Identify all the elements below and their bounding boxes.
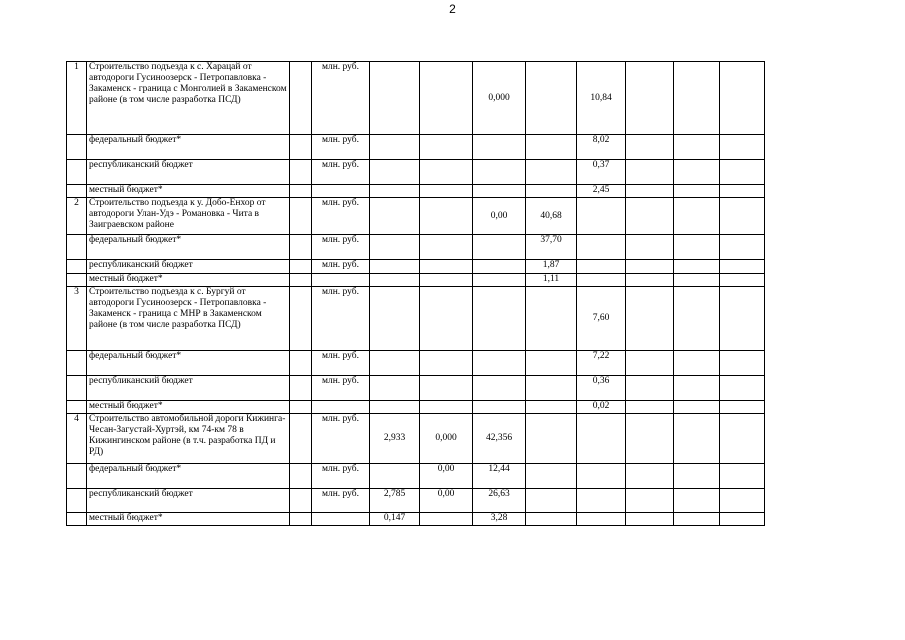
- budget-source-name: местный бюджет*: [87, 274, 290, 287]
- value-cell: 0,02: [577, 401, 626, 414]
- value-cell: 0,147: [370, 513, 420, 526]
- value-cell: 42,356: [473, 414, 526, 464]
- value-cell: [720, 260, 765, 274]
- budget-source-name: федеральный бюджет*: [87, 464, 290, 489]
- value-cell: [420, 62, 473, 135]
- value-cell: [674, 414, 720, 464]
- table-row-subitem: [67, 135, 765, 160]
- value-cell: [720, 351, 765, 376]
- value-cell: [674, 62, 720, 135]
- value-cell: [526, 414, 577, 464]
- value-cell: [526, 376, 577, 401]
- value-cell: [370, 351, 420, 376]
- budget-source-name: местный бюджет*: [87, 513, 290, 526]
- value-cell: [626, 464, 674, 489]
- value-cell: [370, 274, 420, 287]
- value-cell: [473, 235, 526, 260]
- row-number: [67, 376, 87, 401]
- value-cell: [370, 198, 420, 235]
- value-cell: 26,63: [473, 489, 526, 513]
- unit-cell: млн. руб.: [312, 376, 370, 401]
- value-cell: [526, 185, 577, 198]
- row-number: [67, 274, 87, 287]
- value-cell: [720, 235, 765, 260]
- budget-source-name: республиканский бюджет: [87, 160, 290, 185]
- table-row-subitem: [67, 351, 765, 376]
- blank-cell: [290, 513, 312, 526]
- value-cell: 0,00: [420, 489, 473, 513]
- row-number: [67, 489, 87, 513]
- value-cell: [626, 274, 674, 287]
- value-cell: [420, 260, 473, 274]
- budget-table: [66, 61, 765, 526]
- unit-cell: млн. руб.: [312, 260, 370, 274]
- budget-source-name: федеральный бюджет*: [87, 235, 290, 260]
- unit-cell: млн. руб.: [312, 135, 370, 160]
- row-number: [67, 235, 87, 260]
- row-number: [67, 185, 87, 198]
- blank-cell: [290, 260, 312, 274]
- value-cell: [370, 376, 420, 401]
- unit-cell: [312, 274, 370, 287]
- unit-cell: [312, 401, 370, 414]
- value-cell: [577, 489, 626, 513]
- value-cell: [420, 376, 473, 401]
- budget-source-name: республиканский бюджет: [87, 376, 290, 401]
- value-cell: [473, 185, 526, 198]
- value-cell: 2,45: [577, 185, 626, 198]
- table-row-subitem: [67, 260, 765, 274]
- value-cell: [370, 287, 420, 351]
- value-cell: [626, 160, 674, 185]
- unit-cell: млн. руб.: [312, 160, 370, 185]
- blank-cell: [290, 235, 312, 260]
- row-number: [67, 160, 87, 185]
- unit-cell: млн. руб.: [312, 489, 370, 513]
- value-cell: [674, 185, 720, 198]
- value-cell: [420, 198, 473, 235]
- table-row-subitem: [67, 401, 765, 414]
- table-row-subitem: [67, 235, 765, 260]
- blank-cell: [290, 62, 312, 135]
- value-cell: [473, 351, 526, 376]
- blank-cell: [290, 401, 312, 414]
- value-cell: [526, 287, 577, 351]
- value-cell: [720, 160, 765, 185]
- item-name: Строительство подъезда к с. Бургуй от автодороги Гусиноозерск - Петропавловка - Закаменск - граница с МНР в Закаменском районе (в том числе разработка ПСД): [87, 287, 290, 351]
- row-number: 4: [67, 414, 87, 464]
- value-cell: [674, 198, 720, 235]
- value-cell: [626, 351, 674, 376]
- blank-cell: [290, 351, 312, 376]
- value-cell: [370, 185, 420, 198]
- value-cell: 2,933: [370, 414, 420, 464]
- table-row-subitem: [67, 464, 765, 489]
- value-cell: [626, 287, 674, 351]
- table-row-subitem: [67, 160, 765, 185]
- value-cell: [420, 235, 473, 260]
- value-cell: [674, 351, 720, 376]
- value-cell: [526, 351, 577, 376]
- table-row-subitem: [67, 274, 765, 287]
- blank-cell: [290, 489, 312, 513]
- value-cell: 37,70: [526, 235, 577, 260]
- value-cell: [720, 513, 765, 526]
- value-cell: [674, 235, 720, 260]
- value-cell: [720, 135, 765, 160]
- row-number: 1: [67, 62, 87, 135]
- value-cell: [370, 401, 420, 414]
- page-number: 2: [449, 2, 456, 16]
- value-cell: [720, 287, 765, 351]
- table-row-item: [67, 198, 765, 235]
- table-row-item: [67, 62, 765, 135]
- value-cell: [526, 160, 577, 185]
- value-cell: 40,68: [526, 198, 577, 235]
- value-cell: [626, 376, 674, 401]
- value-cell: [420, 351, 473, 376]
- value-cell: [577, 198, 626, 235]
- value-cell: [526, 513, 577, 526]
- row-number: [67, 464, 87, 489]
- value-cell: 7,22: [577, 351, 626, 376]
- value-cell: [674, 260, 720, 274]
- value-cell: [720, 401, 765, 414]
- budget-source-name: федеральный бюджет*: [87, 351, 290, 376]
- value-cell: [577, 414, 626, 464]
- value-cell: [420, 274, 473, 287]
- value-cell: [626, 401, 674, 414]
- value-cell: [626, 235, 674, 260]
- unit-cell: млн. руб.: [312, 464, 370, 489]
- unit-cell: [312, 513, 370, 526]
- value-cell: [420, 287, 473, 351]
- value-cell: 1,87: [526, 260, 577, 274]
- table-row-item: [67, 287, 765, 351]
- value-cell: [626, 513, 674, 526]
- table-row-subitem: [67, 185, 765, 198]
- value-cell: 3,28: [473, 513, 526, 526]
- value-cell: [626, 489, 674, 513]
- value-cell: 0,37: [577, 160, 626, 185]
- value-cell: [420, 160, 473, 185]
- value-cell: [526, 62, 577, 135]
- blank-cell: [290, 414, 312, 464]
- value-cell: 0,00: [420, 464, 473, 489]
- value-cell: [420, 401, 473, 414]
- value-cell: 0,36: [577, 376, 626, 401]
- value-cell: [720, 274, 765, 287]
- value-cell: 0,00: [473, 198, 526, 235]
- value-cell: 8,02: [577, 135, 626, 160]
- value-cell: [674, 160, 720, 185]
- blank-cell: [290, 464, 312, 489]
- value-cell: [370, 464, 420, 489]
- value-cell: [720, 489, 765, 513]
- value-cell: [526, 489, 577, 513]
- value-cell: [420, 185, 473, 198]
- row-number: [67, 135, 87, 160]
- unit-cell: млн. руб.: [312, 351, 370, 376]
- unit-cell: млн. руб.: [312, 198, 370, 235]
- value-cell: [577, 513, 626, 526]
- item-name: Строительство подъезда к с. Харацай от автодороги Гусиноозерск - Петропавловка - Закаменск - граница с Монголией в Закаменском районе (в том числе разработка ПСД): [87, 62, 290, 135]
- value-cell: 1,11: [526, 274, 577, 287]
- value-cell: [674, 464, 720, 489]
- value-cell: [720, 464, 765, 489]
- value-cell: [674, 489, 720, 513]
- value-cell: [420, 135, 473, 160]
- value-cell: 0,000: [473, 62, 526, 135]
- row-number: 2: [67, 198, 87, 235]
- value-cell: [577, 274, 626, 287]
- value-cell: [473, 160, 526, 185]
- blank-cell: [290, 287, 312, 351]
- value-cell: [370, 260, 420, 274]
- value-cell: [526, 464, 577, 489]
- blank-cell: [290, 376, 312, 401]
- blank-cell: [290, 135, 312, 160]
- table-row-item: [67, 414, 765, 464]
- value-cell: 0,000: [420, 414, 473, 464]
- budget-source-name: республиканский бюджет: [87, 489, 290, 513]
- value-cell: 12,44: [473, 464, 526, 489]
- value-cell: [626, 135, 674, 160]
- value-cell: [720, 62, 765, 135]
- value-cell: 10,84: [577, 62, 626, 135]
- value-cell: [720, 376, 765, 401]
- budget-source-name: местный бюджет*: [87, 185, 290, 198]
- unit-cell: [312, 185, 370, 198]
- value-cell: [473, 274, 526, 287]
- value-cell: [370, 62, 420, 135]
- unit-cell: млн. руб.: [312, 414, 370, 464]
- table-row-subitem: [67, 376, 765, 401]
- value-cell: [626, 260, 674, 274]
- value-cell: [674, 376, 720, 401]
- value-cell: [577, 260, 626, 274]
- value-cell: [577, 464, 626, 489]
- value-cell: [626, 414, 674, 464]
- blank-cell: [290, 274, 312, 287]
- value-cell: [674, 274, 720, 287]
- row-number: [67, 260, 87, 274]
- value-cell: [370, 160, 420, 185]
- unit-cell: млн. руб.: [312, 235, 370, 260]
- value-cell: [370, 235, 420, 260]
- budget-source-name: федеральный бюджет*: [87, 135, 290, 160]
- value-cell: [674, 513, 720, 526]
- value-cell: [720, 414, 765, 464]
- row-number: [67, 513, 87, 526]
- value-cell: [674, 135, 720, 160]
- value-cell: [526, 401, 577, 414]
- value-cell: [420, 513, 473, 526]
- item-name: Строительство подъезда к у. Добо-Енхор от автодороги Улан-Удэ - Романовка - Чита в Заиграевском районе: [87, 198, 290, 235]
- budget-source-name: республиканский бюджет: [87, 260, 290, 274]
- blank-cell: [290, 160, 312, 185]
- blank-cell: [290, 198, 312, 235]
- value-cell: [626, 62, 674, 135]
- budget-source-name: местный бюджет*: [87, 401, 290, 414]
- value-cell: [370, 135, 420, 160]
- value-cell: [674, 287, 720, 351]
- value-cell: [526, 135, 577, 160]
- table-row-subitem: [67, 489, 765, 513]
- value-cell: [473, 135, 526, 160]
- value-cell: [577, 235, 626, 260]
- value-cell: 7,60: [577, 287, 626, 351]
- row-number: [67, 401, 87, 414]
- blank-cell: [290, 185, 312, 198]
- value-cell: [473, 287, 526, 351]
- value-cell: [626, 198, 674, 235]
- value-cell: [473, 401, 526, 414]
- table-row-subitem: [67, 513, 765, 526]
- row-number: 3: [67, 287, 87, 351]
- value-cell: [473, 376, 526, 401]
- value-cell: 2,785: [370, 489, 420, 513]
- value-cell: [473, 260, 526, 274]
- unit-cell: млн. руб.: [312, 287, 370, 351]
- unit-cell: млн. руб.: [312, 62, 370, 135]
- value-cell: [626, 185, 674, 198]
- value-cell: [674, 401, 720, 414]
- value-cell: [720, 198, 765, 235]
- row-number: [67, 351, 87, 376]
- item-name: Строительство автомобильной дороги Кижинга-Чесан-Загустай-Хуртэй, км 74-км 78 в Кижингинском районе (в т.ч. разработка ПД и РД): [87, 414, 290, 464]
- value-cell: [720, 185, 765, 198]
